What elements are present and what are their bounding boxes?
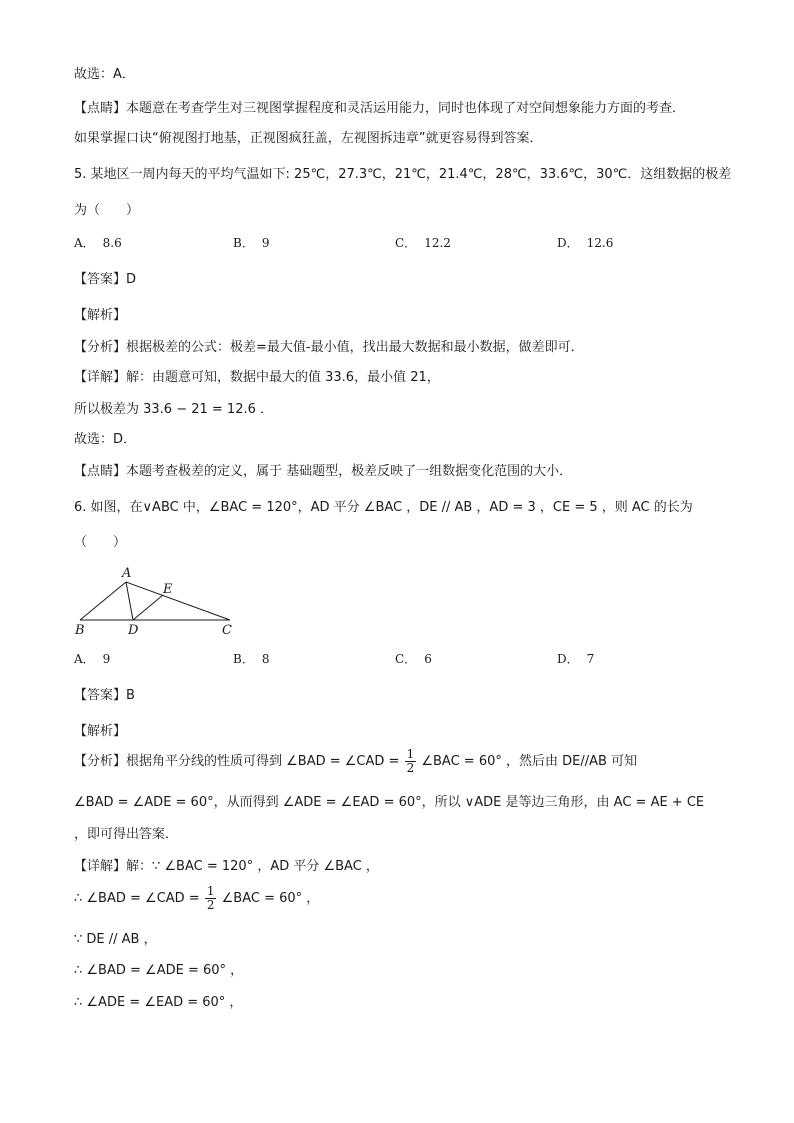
q5-choice: 故选：D． [74, 432, 137, 447]
label-c: C [222, 623, 232, 638]
fraction-one-half: $\frac{1}{2}$ [406, 747, 415, 775]
q5-xiangjie: 【详解】解：由题意可知，数据中最大的值 33.6，最小值 21， [74, 370, 440, 385]
q4-choice: 故选：A． [74, 67, 135, 82]
triangle-figure [70, 562, 245, 638]
q5-answer: 【答案】D [74, 272, 137, 287]
q6-option-c: C． 6 [395, 652, 432, 666]
q6-step4: ∴ ∠ADE = ∠EAD = 60° ， [74, 995, 243, 1010]
q6-jiexi-heading: 【解析】 [74, 724, 127, 739]
q5-option-b: B． 9 [233, 236, 270, 250]
q5-stem-line2: 为（ ） [74, 203, 140, 218]
q6-stem-line1: 6. 如图，在∨ABC 中，∠BAC = 120°，AD 平分 ∠BAC ，DE // AB ，AD = 3 ，CE = 5 ，则 AC 的长为 [74, 500, 693, 515]
segment-ac [126, 582, 230, 620]
q6-stem-line2: （ ） [74, 535, 127, 550]
q6-step1: ∴ ∠BAD = ∠CAD = $\frac{1}{2}$ ∠BAC = 60° ， [74, 884, 320, 912]
q6-fenxi-line2: ∠BAD = ∠ADE = 60°，从而得到 ∠ADE = ∠EAD = 60°，所以 ∨ADE 是等边三角形，由 AC = AE + CE [74, 795, 705, 810]
label-e: E [163, 582, 173, 597]
q6-option-d: D． 7 [557, 652, 595, 666]
q6-option-b: B． 8 [233, 652, 270, 666]
q6-fenxi-line1: 【分析】根据角平分线的性质可得到 ∠BAD = ∠CAD = $\frac{1}{2}$ ∠BAC = 60° ，然后由 DE//AB 可知 [74, 747, 638, 775]
q5-fenxi: 【分析】根据极差的公式：极差=最大值-最小值，找出最大数据和最小数据，做差即可． [74, 340, 584, 355]
q5-result: 所以极差为 33.6 − 21 = 12.6 ． [74, 402, 274, 417]
q6-step3: ∴ ∠BAD = ∠ADE = 60° ， [74, 963, 244, 978]
q6-option-a: A． 9 [74, 652, 111, 666]
q5-option-a: A． 8.6 [74, 236, 122, 250]
q5-option-d: D． 12.6 [557, 236, 614, 250]
label-b: B [75, 623, 85, 638]
q5-stem-line1: 5. 某地区一周内每天的平均气温如下: 25℃，27.3℃，21℃，21.4℃，28℃，33.6℃，30℃．这组数据的极差 [74, 167, 732, 182]
label-d: D [128, 623, 139, 638]
q5-jiexi-heading: 【解析】 [74, 308, 127, 323]
q4-dianjing-continued: 如果掌握口诀“俯视图打地基，正视图疯狂盖，左视图拆违章”就更容易得到答案． [74, 131, 543, 146]
segment-ab [80, 582, 126, 620]
fraction-one-half: $\frac{1}{2}$ [206, 884, 215, 912]
segment-ad [126, 582, 133, 620]
q6-fenxi-line3: ，即可得出答案． [74, 827, 179, 842]
q6-xiangjie: 【详解】解：∵ ∠BAC = 120° ，AD 平分 ∠BAC ， [74, 859, 379, 874]
q5-dianjing: 【点睛】本题考查极差的定义，属于 基础题型，极差反映了一组数据变化范围的大小． [74, 464, 573, 479]
segment-de [133, 595, 163, 620]
label-a: A [122, 566, 132, 581]
q4-dianjing: 【点睛】本题意在考查学生对三视图掌握程度和灵活运用能力，同时也体现了对空间想象能力方面的考查． [74, 101, 686, 116]
q6-step2: ∵ DE // AB ， [74, 932, 157, 947]
q6-answer: 【答案】B [74, 688, 135, 703]
q5-option-c: C． 12.2 [395, 236, 451, 250]
